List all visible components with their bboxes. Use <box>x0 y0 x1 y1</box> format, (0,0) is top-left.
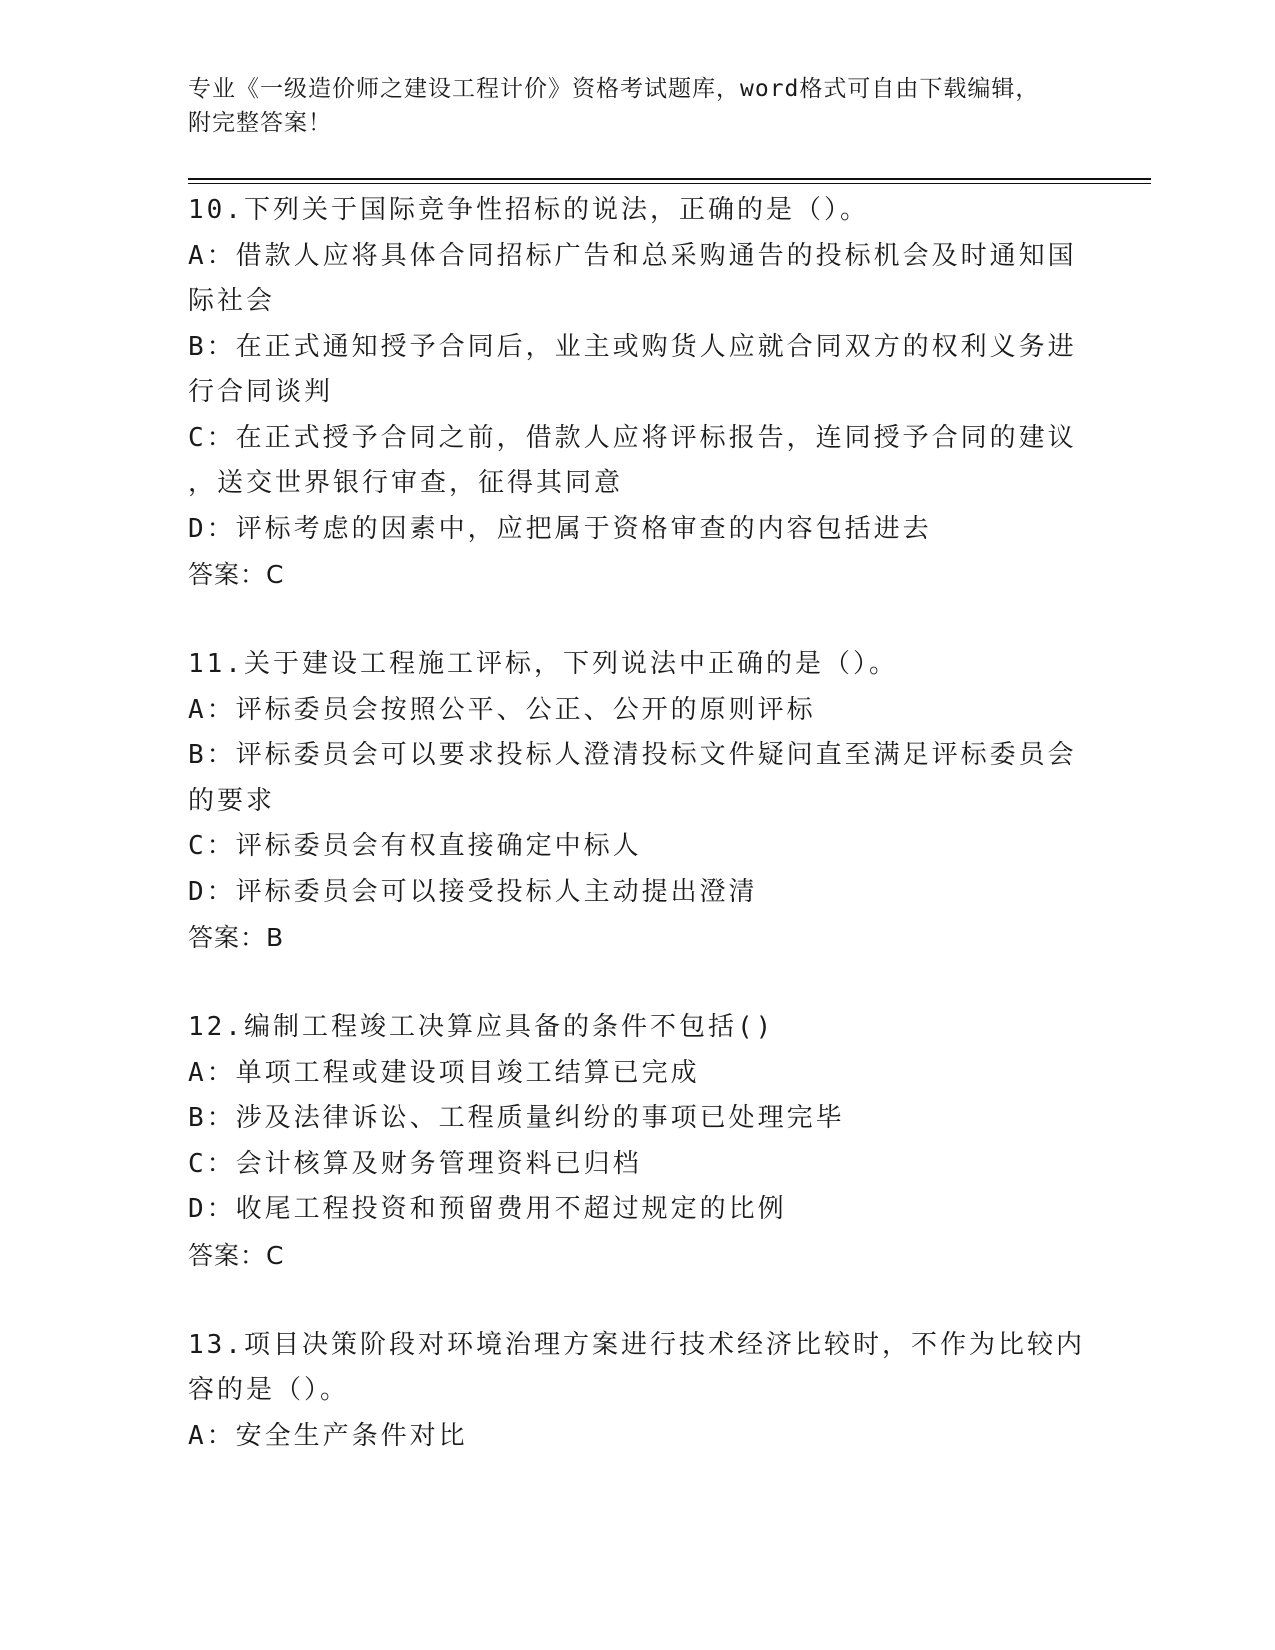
answer-option: 行合同谈判 <box>188 377 334 407</box>
answer-option: A：借款人应将具体合同招标广告和总采购通告的投标机会及时通知国 <box>188 240 1077 271</box>
question-stem: 11.关于建设工程施工评标，下列说法中正确的是（）。 <box>188 649 898 679</box>
question-stem: 容的是（）。 <box>188 1375 350 1405</box>
question-block <box>188 642 1088 961</box>
answer-key: 答案：C <box>188 560 285 589</box>
question-block <box>188 1323 1088 1460</box>
answer-option: D：评标考虑的因素中，应把属于资格审查的内容包括进去 <box>188 513 932 544</box>
header-line-2: 附完整答案！ <box>188 110 332 136</box>
answer-option: A：安全生产条件对比 <box>188 1420 468 1451</box>
answer-option: C：评标委员会有权直接确定中标人 <box>188 831 642 861</box>
answer-option: B：在正式通知授予合同后，业主或购货人应就合同双方的权利义务进 <box>188 331 1077 362</box>
header-divider-thin <box>188 183 1151 184</box>
question-stem: 13.项目决策阶段对环境治理方案进行技术经济比较时，不作为比较内 <box>188 1329 1085 1360</box>
answer-key: 答案：B <box>188 923 285 952</box>
answer-option: B：涉及法律诉讼、工程质量纠纷的事项已处理完毕 <box>188 1103 845 1133</box>
header-divider <box>188 178 1151 180</box>
question-stem: 10.下列关于国际竞争性招标的说法，正确的是（）。 <box>188 195 869 225</box>
answer-key: 答案：C <box>188 1240 285 1270</box>
answer-option: C：会计核算及财务管理资料已归档 <box>188 1148 642 1179</box>
question-block <box>188 1005 1088 1279</box>
answer-option: ，送交世界银行审查，征得其同意 <box>188 468 624 498</box>
document-header <box>188 72 1088 140</box>
answer-option: A：单项工程或建设项目竣工结算已完成 <box>188 1057 700 1088</box>
question-list <box>188 188 1088 1459</box>
answer-option: B：评标委员会可以要求投标人澄清投标文件疑问直至满足评标委员会 <box>188 740 1077 770</box>
header-line-1: 专业《一级造价师之建设工程计价》资格考试题库，word格式可自由下载编辑， <box>188 76 1040 102</box>
answer-option: D：评标委员会可以接受投标人主动提出澄清 <box>188 876 758 907</box>
question-stem: 12.编制工程竣工决算应具备的条件不包括() <box>188 1012 775 1042</box>
answer-option: 际社会 <box>188 286 276 316</box>
answer-option: A：评标委员会按照公平、公正、公开的原则评标 <box>188 694 816 725</box>
answer-option: D：收尾工程投资和预留费用不超过规定的比例 <box>188 1194 787 1224</box>
answer-option: C：在正式授予合同之前，借款人应将评标报告，连同授予合同的建议 <box>188 422 1077 453</box>
answer-option: 的要求 <box>188 785 276 816</box>
question-block <box>188 188 1088 598</box>
